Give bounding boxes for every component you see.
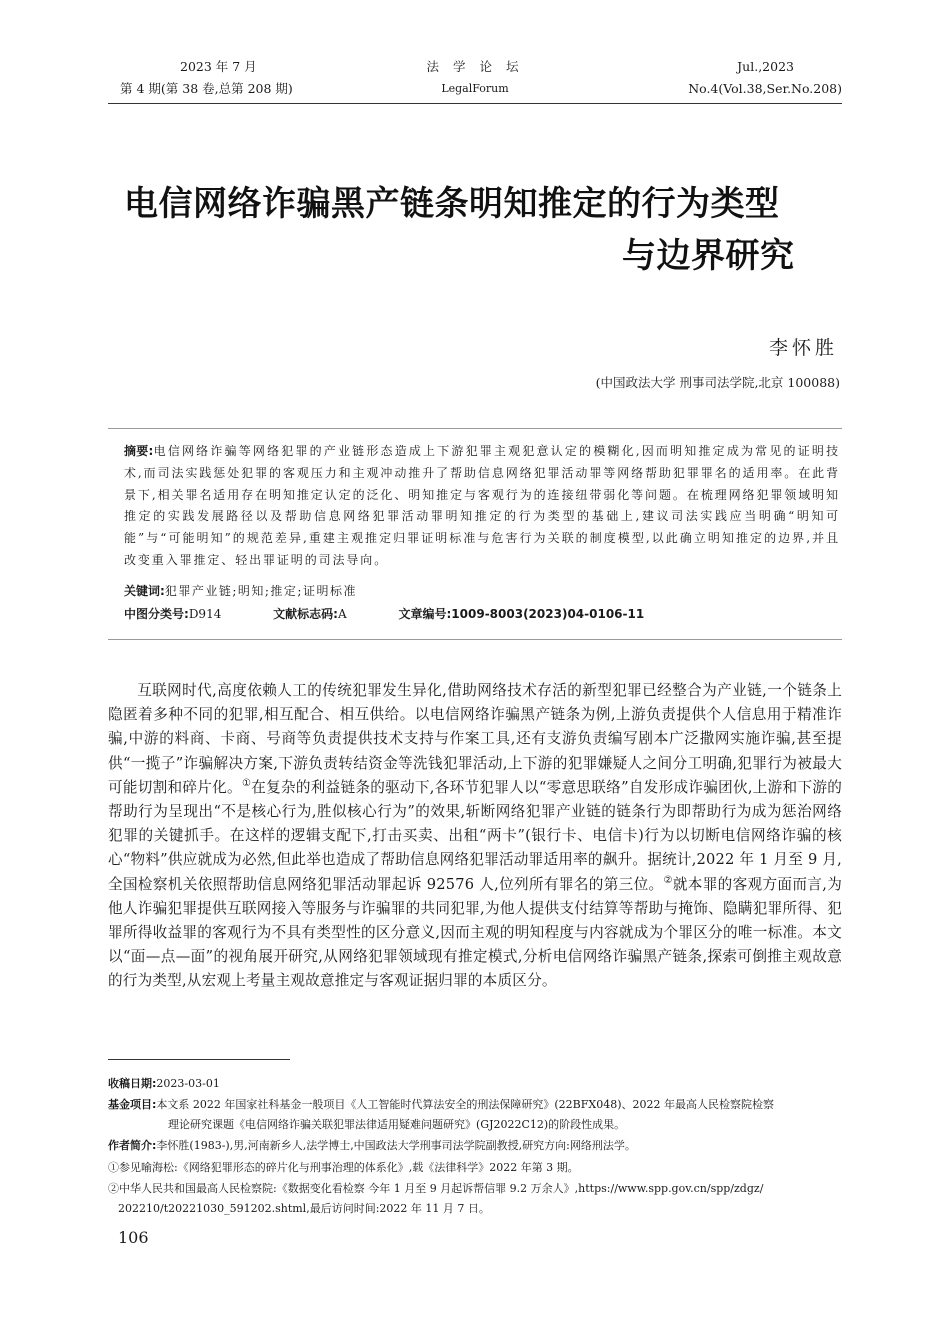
author-bio [108,1136,844,1156]
article-title-line1: 电信网络诈骗黑产链条明知推定的行为类型 [124,184,780,224]
body-text-part3: 就本罪的客观方面而言,为他人诈骗犯罪提供互联网接入等服务与诈骗罪的共同犯罪,为他人提供支付结算等帮助与掩饰、隐瞒犯罪所得、犯罪所得收益罪的客观行为不具有类型性的区分意义,因而主观的明知程度与内容就成为个罪区分的唯一标准。本文以“面—点—面”的视角展开研究,从网络犯罪领域现有推定模式,分析电信网络诈骗黑产链条,探索可倒推主观故意的行为类型,从宏观上考量主观故意推定与客观证据归罪的本质区分。 [108,875,843,990]
doc-code-value: A [337,607,347,621]
article-number-value: 1009-8003(2023)04-0106-11 [451,607,645,621]
keywords-label: 关键词: [124,584,165,598]
keywords-text: 犯罪产业链;明知;推定;证明标准 [164,584,357,598]
header-date-en: Jul.,2023 [737,59,794,74]
footnote-divider [108,1059,290,1060]
header-divider [108,103,842,104]
classification-line [124,605,844,622]
abstract-text: 电信网络诈骗等网络犯罪的产业链形态造成上下游犯罪主观犯意认定的模糊化,因而明知推定成为常见的证明技术,而司法实践惩处犯罪的客观压力和主观冲动推升了帮助信息网络犯罪活动罪等网络帮助犯罪罪名的适用率。在此背景下,相关罪名适用存在明知推定认定的泛化、明知推定与客观行为的连接纽带弱化等问题。在梳理网络犯罪领域明知推定的实践发展路径以及帮助信息网络犯罪活动罪明知推定的行为类型的基础上,建议司法实践应当明确“明知可能”与“可能明知”的规范差异,重建主观推定归罪证明标准与危害行为关联的制度模型,以此确立明知推定的边界,并且改变重入罪推定、轻出罪证明的司法导向。 [124,444,840,567]
fund-info [108,1095,844,1134]
header-date: 2023 年 7 月 [180,59,257,74]
footnote-ref-2[interactable]: ② [663,874,673,886]
journal-name-en: LegalForum [441,82,509,95]
received-label: 收稿日期: [108,1077,157,1090]
page-number: 106 [118,1228,149,1247]
author-bio-label: 作者简介: [108,1139,157,1152]
author-name: 李怀胜 [768,337,838,359]
fund-line2: 理论研究课题《电信网络诈骗关联犯罪法律适用疑难问题研究》(GJ2022C12)的阶段性成果。 [168,1117,626,1131]
header-left [120,56,340,100]
body-text [108,679,842,994]
article-number-label: 文章编号: [398,607,452,621]
header-right [582,56,842,100]
received-date [108,1074,844,1094]
abstract-label: 摘要: [124,444,154,458]
journal-name: 法 学 论 坛 [426,59,524,74]
body-text-part2: 在复杂的利益链条的驱动下,各环节犯罪人以“零意思联络”自发形成诈骗团伙,上游和下游的帮助行为呈现出“不是核心行为,胜似核心行为”的效果,斩断网络犯罪产业链的链条行为即帮助行为成为惩治网络犯罪的关键抓手。在这样的逻辑支配下,打击买卖、出租“两卡”(银行卡、电信卡)行为以切断电信网络诈骗的核心“物料”供应就成为必然,但此举也造成了帮助信息网络犯罪活动罪适用率的飙升。据统计,2022 年 1 月至 9 月,全国检察机关依照帮助信息网络犯罪活动罪起诉 92576 人,位列所有罪名的第三位。 [108,778,843,893]
keywords [124,582,357,599]
body-paragraph [108,679,842,994]
received-value: 2023-03-01 [156,1077,220,1090]
footnote-2 [108,1179,844,1218]
footnote-2-line1: ②中华人民共和国最高人民检察院:《数据变化看检察 今年 1 月至 9 月起诉帮信罪 9.2 万余人》,https://www.spp.gov.cn/spp/zdgz/ [108,1182,764,1195]
header-center [400,56,550,100]
author-bio-value: 李怀胜(1983-),男,河南新乡人,法学博士,中国政法大学刑事司法学院副教授,研究方向:网络刑法学。 [156,1139,636,1152]
header-issue-en: No.4(Vol.38,Ser.No.208) [688,81,842,96]
fund-label: 基金项目: [108,1098,157,1111]
clc-label: 中图分类号: [124,607,189,621]
footnote-ref-1[interactable]: ① [241,777,252,789]
fund-line1: 本文系 2022 年国家社科基金一般项目《人工智能时代算法安全的刑法保障研究》(22BFX048)、2022 年最高人民检察院检察 [156,1098,775,1111]
doc-code-label: 文献标志码: [273,607,338,621]
body-text-part1: 互联网时代,高度依赖人工的传统犯罪发生异化,借助网络技术存活的新型犯罪已经整合为产业链,一个链条上隐匿着多种不同的犯罪,相互配合、相互供给。以电信网络诈骗黑产链条为例,上游负责提供个人信息用于精准诈骗,中游的料商、卡商、号商等负责提供技术支持与作案工具,还有支游负责编写剧本广泛撒网实施诈骗,甚至提供“一揽子”诈骗解决方案,下游负责转结资金等洗钱犯罪活动,上下游的犯罪嫌疑人之间分工明确,犯罪行为被最大可能切割和碎片化。 [108,682,842,796]
footnote-1: ①参见喻海松:《网络犯罪形态的碎片化与刑事治理的体系化》,载《法律科学》2022 年第 3 期。 [108,1161,579,1174]
abstract [124,441,840,572]
clc-value: D914 [188,607,222,621]
author-affiliation: (中国政法大学 刑事司法学院,北京 100088) [595,375,840,390]
header-issue: 第 4 期(第 38 卷,总第 208 期) [120,81,293,96]
article-title-line2: 与边界研究 [622,236,795,276]
footnote-2-line2: 202210/t20221030_591202.shtml,最后访问时间:2022 年 11 月 7 日。 [118,1201,490,1215]
